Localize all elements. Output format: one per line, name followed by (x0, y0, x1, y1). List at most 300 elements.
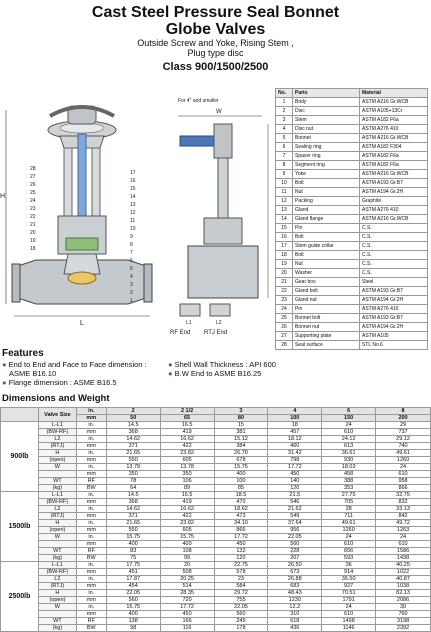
subtitle-line-2: Plug type disc (187, 48, 244, 58)
part-number: 25 (276, 314, 293, 323)
dimension-value: 350 (160, 471, 214, 478)
part-number: 14 (276, 215, 293, 224)
part-material: ASTM A276 410 (360, 125, 428, 134)
part-number: 7 (276, 152, 293, 161)
parts-row (276, 179, 428, 188)
dimension-value: 656 (322, 548, 376, 555)
part-name: Yoke (293, 170, 360, 179)
dims-row (1, 492, 431, 499)
dimension-label: (BW-RF) (38, 569, 76, 576)
part-name: Bolt (293, 251, 360, 260)
dimension-value: 18.12 (268, 436, 322, 443)
dimension-value: 737 (376, 429, 431, 436)
dim-h-label: H (0, 193, 6, 200)
size-in: 8 (376, 408, 431, 415)
dimension-label: (RTJ) (38, 513, 76, 520)
part-name: Packing (293, 197, 360, 206)
parts-col-no: No. (276, 89, 293, 98)
svg-text:5: 5 (130, 266, 133, 272)
svg-text:27: 27 (30, 174, 36, 180)
dimension-label: (BW-RF) (38, 499, 76, 506)
part-name: Bolt (293, 179, 360, 188)
dimension-value: 584 (214, 583, 268, 590)
dimension-unit: in. (76, 422, 106, 429)
dimension-value: 78 (106, 478, 160, 485)
svg-text:11: 11 (130, 218, 136, 224)
dimension-value: 16.62 (160, 506, 214, 513)
dimension-value: 22.05 (268, 534, 322, 541)
dimension-value: 578 (214, 569, 268, 576)
dimension-value: 17.72 (214, 534, 268, 541)
dims-row (1, 555, 431, 562)
dimension-value: 26.50 (268, 562, 322, 569)
part-material: Graphite (360, 197, 428, 206)
part-material: STL No.6 (360, 341, 428, 350)
pressure-class-label: 2500lb (1, 562, 39, 632)
size-in: 4 (268, 408, 322, 415)
part-name: Stem guide collar (293, 242, 360, 251)
dimension-value: 755 (214, 597, 268, 604)
title-line-2: Globe Valves (165, 21, 266, 38)
dimension-value: 798 (268, 457, 322, 464)
part-name: Seal surface (293, 341, 360, 350)
feature-text: Flange dimension : ASME B16.5 (8, 378, 117, 387)
dimension-value: 28.35 (160, 590, 214, 597)
dimension-label: L2 (38, 506, 76, 513)
feature-text: B.W End to ASME B16.25 (174, 369, 262, 378)
dimension-value: 956 (268, 527, 322, 534)
part-number: 12 (276, 197, 293, 206)
dimension-value: 400 (214, 471, 268, 478)
part-material: ASTM A216 Gr.WCB (360, 134, 428, 143)
dimension-value: 24 (376, 464, 431, 471)
parts-row (276, 251, 428, 260)
dimension-value: 450 (160, 611, 214, 618)
parts-row (276, 98, 428, 107)
part-material: ASTM A182 F6a (360, 116, 428, 125)
dimension-value: 27.75 (322, 492, 376, 499)
dims-row (1, 457, 431, 464)
part-number: 21 (276, 278, 293, 287)
dimension-value: 132 (214, 548, 268, 555)
part-number: 13 (276, 206, 293, 215)
dimension-label (38, 541, 76, 548)
dims-row (1, 422, 431, 429)
part-name: Gland bolt (293, 287, 360, 296)
part-number: 9 (276, 170, 293, 179)
dimension-unit: mm (76, 457, 106, 464)
dimension-value: 21.62 (268, 506, 322, 513)
part-material: C.S. (360, 251, 428, 260)
dims-row (1, 625, 431, 632)
dimension-value: 22.05 (214, 604, 268, 611)
dimension-value: 18.62 (214, 506, 268, 513)
dimension-value: 673 (268, 569, 322, 576)
part-number: 6 (276, 143, 293, 152)
dimension-unit: in. (76, 590, 106, 597)
parts-row (276, 314, 428, 323)
dimension-value: 108 (160, 548, 214, 555)
dims-row (1, 583, 431, 590)
dimension-value: 13.78 (160, 464, 214, 471)
dimension-label (38, 471, 76, 478)
part-material: ASTM A193 Gr.B7 (360, 314, 428, 323)
dimensions-title: Dimensions and Weight (2, 393, 110, 404)
dimension-value: 37.64 (268, 520, 322, 527)
dimension-value: 473 (214, 513, 268, 520)
svg-text:19: 19 (30, 238, 36, 244)
size-mm: 65 (160, 415, 214, 422)
dimension-value: 17.72 (268, 464, 322, 471)
part-number: 15 (276, 224, 293, 233)
part-name: Sealing ring (293, 143, 360, 152)
dimension-value: 3198 (376, 618, 431, 625)
pressure-class: Class 900/1500/2500 (162, 61, 269, 73)
parts-row (276, 260, 428, 269)
dimension-unit: mm (76, 499, 106, 506)
parts-row (276, 242, 428, 251)
part-number: 10 (276, 179, 293, 188)
dimension-value: 450 (268, 471, 322, 478)
dim-l2-label: L2 (216, 320, 222, 326)
part-number: 2 (276, 107, 293, 116)
svg-text:9: 9 (130, 234, 133, 240)
dims-row (1, 520, 431, 527)
dimension-label: (kg) (38, 625, 76, 632)
pressure-class-label: 1500lb (1, 492, 39, 562)
dimension-value: 866 (214, 527, 268, 534)
dimension-label: H (38, 590, 76, 597)
dimension-unit: in. (76, 534, 106, 541)
part-material: ASTM A276 410 (360, 305, 428, 314)
svg-text:21: 21 (30, 222, 36, 228)
dimension-unit: RF (76, 478, 106, 485)
dimension-value: 85 (214, 485, 268, 492)
part-material: ASTM A216 Gr.WCB (360, 98, 428, 107)
dimension-value: 22.75 (214, 562, 268, 569)
dimension-value: 400 (160, 541, 214, 548)
parts-row (276, 143, 428, 152)
dimension-value: 832 (376, 499, 431, 506)
dimension-value: 15.75 (106, 534, 160, 541)
parts-row (276, 125, 428, 134)
part-number: 24 (276, 305, 293, 314)
part-material: ASTM A194 Gr.2H (360, 296, 428, 305)
dimension-unit: mm (76, 443, 106, 450)
page-header (0, 4, 431, 73)
rtj-end-label: RTJ End (204, 330, 228, 336)
dims-row (1, 548, 431, 555)
dimension-value: 14.62 (106, 436, 160, 443)
features-title: Features (2, 348, 44, 359)
dimension-unit: BW (76, 625, 106, 632)
dimension-label: W (38, 604, 76, 611)
features-section (0, 348, 431, 387)
svg-text:10: 10 (130, 226, 136, 232)
dimension-value: 106 (160, 478, 214, 485)
dimension-value: 17.72 (160, 604, 214, 611)
dimension-value: 12.2 (268, 604, 322, 611)
dimension-value: 24.12 (322, 436, 376, 443)
dimension-value: 20 (160, 562, 214, 569)
size-in: 2 1/2 (160, 408, 214, 415)
dimension-value: 82.13 (376, 590, 431, 597)
dimension-value: 1438 (376, 555, 431, 562)
dimension-value: 17.87 (106, 576, 160, 583)
parts-row (276, 152, 428, 161)
dimension-value: 1498 (322, 618, 376, 625)
bullet-icon: ● (168, 369, 175, 378)
dimension-value: 930 (322, 457, 376, 464)
dimension-value: 245 (214, 618, 268, 625)
dimension-unit: BW (76, 485, 106, 492)
dimension-value: 32.75 (376, 492, 431, 499)
dims-row (1, 464, 431, 471)
dimension-value: 371 (106, 443, 160, 450)
part-name: Bonnet (293, 134, 360, 143)
part-number: 4 (276, 125, 293, 134)
dimension-value: 451 (106, 569, 160, 576)
size-in: 6 (322, 408, 376, 415)
svg-text:26: 26 (30, 182, 36, 188)
dimension-value: 368 (106, 499, 160, 506)
dims-size-in-row (1, 408, 431, 415)
dimension-value: 49.61 (322, 520, 376, 527)
dimension-value: 1146 (322, 625, 376, 632)
svg-text:23: 23 (30, 206, 36, 212)
svg-text:20: 20 (30, 230, 36, 236)
dims-row (1, 450, 431, 457)
dimension-value: 610 (376, 471, 431, 478)
dimension-value: 2392 (376, 625, 431, 632)
dimension-value: 29 (376, 422, 431, 429)
part-name: Bonnet nut (293, 323, 360, 332)
dimension-value: 381 (214, 429, 268, 436)
dimension-value: 1260 (322, 527, 376, 534)
part-name: Stem (293, 116, 360, 125)
dimension-value: 15.12 (214, 436, 268, 443)
dimension-value: 48.43 (268, 590, 322, 597)
parts-row (276, 215, 428, 224)
dimension-value: 36 (322, 562, 376, 569)
part-number: 22 (276, 287, 293, 296)
bonnet-icon (58, 216, 106, 254)
part-number: 20 (276, 269, 293, 278)
svg-text:12: 12 (130, 210, 136, 216)
dimension-value: 18 (268, 422, 322, 429)
dims-row (1, 485, 431, 492)
dimension-label: (RTJ) (38, 583, 76, 590)
dimension-value: 49.72 (376, 520, 431, 527)
part-material: Steel (360, 278, 428, 287)
parts-body (276, 98, 428, 350)
title-line-1: Cast Steel Pressure Seal Bonnet (91, 4, 340, 21)
dimension-unit: mm (76, 471, 106, 478)
dimension-value: 116 (160, 625, 214, 632)
dimension-unit: mm (76, 611, 106, 618)
dimension-value: 15.75 (106, 604, 160, 611)
dimension-unit: in. (76, 520, 106, 527)
dims-row (1, 443, 431, 450)
size-in: 3 (214, 408, 268, 415)
part-material: C.S. (360, 242, 428, 251)
svg-text:22: 22 (30, 214, 36, 220)
parts-row (276, 188, 428, 197)
feature-end-to-end (2, 360, 147, 369)
dimension-value: 610 (376, 541, 431, 548)
dimension-value: 99 (160, 555, 214, 562)
dimension-value: 178 (214, 625, 268, 632)
end-views-icon (170, 304, 230, 336)
part-number: 17 (276, 242, 293, 251)
dimension-value: 2086 (376, 597, 431, 604)
dimension-unit: BW (76, 555, 106, 562)
svg-text:2: 2 (130, 290, 133, 296)
svg-text:25: 25 (30, 190, 36, 196)
dims-row (1, 513, 431, 520)
dimension-value: 15.75 (160, 534, 214, 541)
part-number: 26 (276, 323, 293, 332)
part-name: Gland flange (293, 215, 360, 224)
part-number: 11 (276, 188, 293, 197)
dims-body (1, 422, 431, 632)
dim-w-label: W (216, 109, 222, 115)
part-material: C.S. (360, 269, 428, 278)
dims-row (1, 429, 431, 436)
dimension-value: 683 (268, 583, 322, 590)
dims-row (1, 436, 431, 443)
part-number: 23 (276, 296, 293, 305)
dimension-value: 31.42 (268, 450, 322, 457)
dimension-unit: in. (76, 576, 106, 583)
dimension-value: 28 (322, 506, 376, 513)
svg-text:15: 15 (130, 186, 136, 192)
part-name: Gland nut (293, 296, 360, 305)
dimension-value: 29.12 (376, 436, 431, 443)
svg-text:17: 17 (130, 170, 136, 176)
dims-row (1, 604, 431, 611)
dimension-value: 23.82 (160, 450, 214, 457)
dimension-value: 207 (268, 555, 322, 562)
part-name: Disc nut (293, 125, 360, 134)
feature-wall-thickness (168, 360, 276, 369)
parts-header-row (276, 89, 428, 98)
parts-row (276, 269, 428, 278)
dimension-value: 1038 (376, 583, 431, 590)
part-material: C.S. (360, 233, 428, 242)
dimension-value: 29.72 (214, 590, 268, 597)
svg-text:18: 18 (30, 246, 36, 252)
part-material: C.S. (360, 260, 428, 269)
bullet-icon: ● (2, 360, 9, 369)
dimension-value: 1586 (376, 548, 431, 555)
dimension-label: L-L1 (38, 492, 76, 499)
parts-row (276, 296, 428, 305)
parts-row (276, 332, 428, 341)
dimension-value: 1791 (322, 597, 376, 604)
dimension-value: 21.5 (268, 492, 322, 499)
dimension-unit: in. (76, 492, 106, 499)
dimension-unit: in. (76, 604, 106, 611)
dims-row (1, 478, 431, 485)
dimension-value: 64 (106, 485, 160, 492)
size-in: 2 (106, 408, 160, 415)
dimension-value: 350 (106, 471, 160, 478)
dimension-label: (open) (38, 457, 76, 464)
parts-row (276, 170, 428, 179)
dimension-value: 49.61 (376, 450, 431, 457)
dimension-label: L2 (38, 576, 76, 583)
dims-row (1, 590, 431, 597)
dimension-value: 419 (160, 499, 214, 506)
dimension-label: (kg) (38, 485, 76, 492)
dimension-value: 24 (376, 534, 431, 541)
dimension-value: 419 (160, 429, 214, 436)
dimension-value: 384 (214, 443, 268, 450)
parts-col-parts: Parts (293, 89, 360, 98)
dimension-label: L-L1 (38, 562, 76, 569)
feature-asme-b1610: ASME B16.10 (9, 369, 57, 378)
parts-row (276, 305, 428, 314)
dimension-value: 18.5 (214, 492, 268, 499)
feature-bw-end (168, 369, 261, 378)
dimension-label: L2 (38, 436, 76, 443)
dimension-value: 23 (214, 576, 268, 583)
dimension-unit: mm (76, 597, 106, 604)
dimension-value: 228 (268, 548, 322, 555)
dimension-unit: mm (76, 541, 106, 548)
dimension-value: 610 (322, 429, 376, 436)
dimension-value: 15.75 (214, 464, 268, 471)
dimension-value: 34.10 (214, 520, 268, 527)
pressure-class-label: 900lb (1, 422, 39, 492)
part-material: ASTM A105 (360, 332, 428, 341)
dims-row (1, 541, 431, 548)
dimension-value: 514 (160, 583, 214, 590)
dims-row (1, 569, 431, 576)
dimension-value: 36.50 (322, 576, 376, 583)
dimension-value: 546 (268, 499, 322, 506)
dimension-value: 30 (376, 604, 431, 611)
dimension-value: 140 (268, 478, 322, 485)
part-material: ASTM A105+13Cr (360, 107, 428, 116)
part-material: ASTM A182 F6a (360, 152, 428, 161)
dimension-value: 26.70 (214, 450, 268, 457)
dimension-value: 549 (268, 513, 322, 520)
dimension-value: 24 (322, 422, 376, 429)
dimension-value: 18.03 (322, 464, 376, 471)
dimension-value: 23.82 (160, 520, 214, 527)
part-number: 3 (276, 116, 293, 125)
dimension-value: 711 (322, 513, 376, 520)
dimension-label: WT (38, 618, 76, 625)
dimension-value: 1260 (376, 457, 431, 464)
parts-col-material: Material (360, 89, 428, 98)
part-name: Spacer ring (293, 152, 360, 161)
part-name: Nut (293, 188, 360, 197)
parts-table (275, 88, 428, 350)
dimension-value: 457 (268, 429, 322, 436)
dimension-label: (open) (38, 597, 76, 604)
parts-row (276, 197, 428, 206)
dimension-value: 593 (322, 555, 376, 562)
valve-drawing (0, 78, 272, 346)
part-name: Pin (293, 305, 360, 314)
part-number: 8 (276, 161, 293, 170)
part-name: Gear box (293, 278, 360, 287)
dimension-value: 605 (160, 527, 214, 534)
part-material: ASTM A216 Gr.WCB (360, 215, 428, 224)
